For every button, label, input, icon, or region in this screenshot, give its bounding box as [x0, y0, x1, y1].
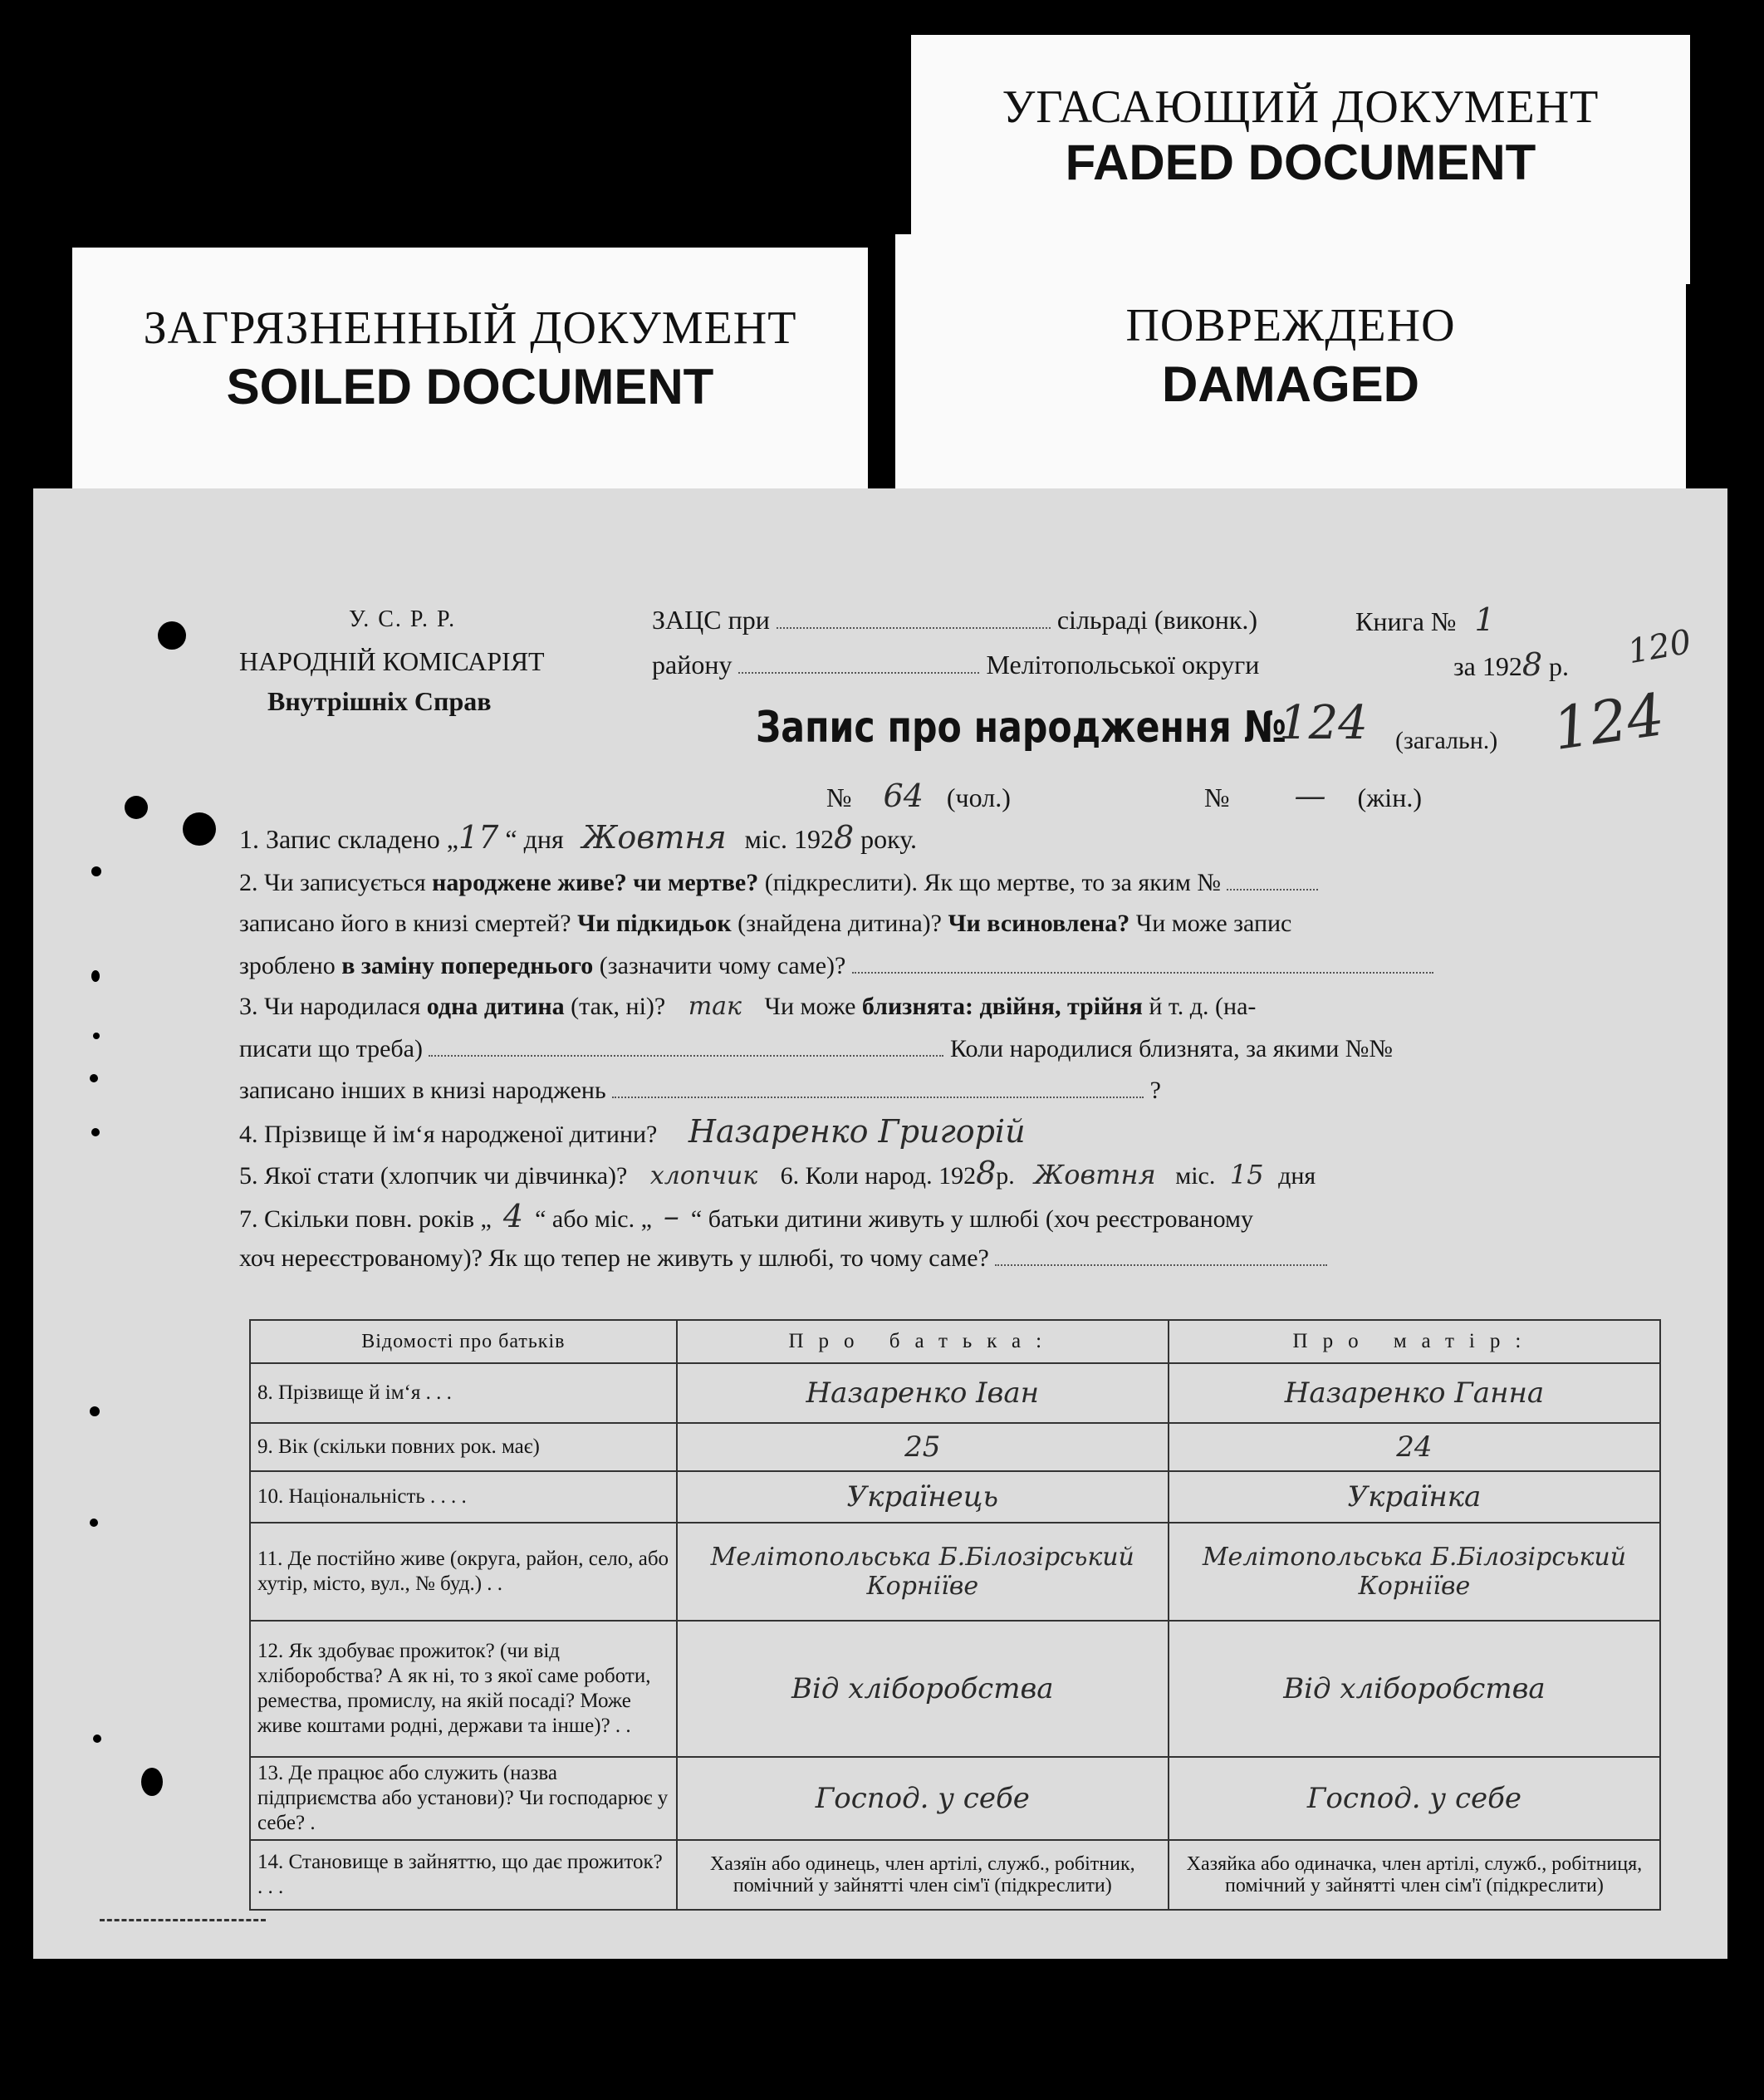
record-title: Запис про народження № — [756, 703, 1286, 753]
internal-affairs-header: Внутрішніх Справ — [267, 686, 492, 716]
row-question: 13. Де працює або служить (назва підприємства або установи)? Чи господарює у себе? . — [250, 1757, 677, 1840]
q1-month: Жовтня — [581, 819, 727, 856]
female-number-value: — — [1294, 778, 1326, 814]
q3-other-field — [612, 1075, 1144, 1098]
q3-write: писати що треба) — [239, 1035, 423, 1062]
q6-month: Жовтня — [1034, 1159, 1156, 1190]
q2-why: (зазначити чому саме)? — [599, 952, 846, 979]
q2-label: 2. Чи записується — [239, 869, 426, 896]
tear-line — [100, 1919, 266, 1921]
q6-day-label: дня — [1278, 1162, 1316, 1190]
punch-hole — [90, 1074, 98, 1082]
q7-label: 7. Скільки повн. років „ — [239, 1205, 492, 1233]
year-digit: 8 — [1521, 646, 1543, 683]
mother-occupation-options: Хазяйка або одиначка, член артілі, служб., робітниця, помічний у зайнятті член сім'ї (підкреслити) — [1169, 1840, 1660, 1910]
punch-hole — [141, 1768, 163, 1796]
q3-single-child: одна дитина — [426, 993, 565, 1020]
table-row — [250, 1840, 1660, 1910]
row-question: 8. Прізвище й ім‘я . . . — [250, 1363, 677, 1423]
q1-suffix: року. — [860, 824, 918, 854]
father-value: 25 — [677, 1423, 1169, 1471]
q5-label: 5. Якої стати (хлопчик чи дівчинка)? — [239, 1162, 628, 1190]
q6-year-suffix: р. — [996, 1162, 1015, 1190]
birth-record-sheet — [33, 488, 1727, 1959]
zacs-field — [777, 606, 1051, 629]
question-2-line-1 — [239, 867, 1318, 898]
q6-day: 15 — [1229, 1159, 1264, 1190]
q4-child-name: Назаренко Григорій — [688, 1113, 1026, 1150]
q7-months: – — [663, 1198, 679, 1234]
book-value: 1 — [1474, 601, 1495, 638]
table-row — [250, 1423, 1660, 1471]
header-mother: Про матір: — [1169, 1320, 1660, 1363]
district-field — [738, 650, 979, 674]
punch-hole — [93, 1033, 100, 1039]
q6-label: 6. Коли народ. 192 — [780, 1162, 977, 1190]
table-row — [250, 1757, 1660, 1840]
female-number-line — [1204, 778, 1422, 814]
row-question: 10. Національність . . . . — [250, 1471, 677, 1523]
q3-write-field — [429, 1033, 943, 1057]
q2-made: зроблено — [239, 952, 336, 979]
damaged-document-label — [895, 234, 1686, 488]
margin-note-124: 124 — [1548, 680, 1668, 763]
father-value: Господ. у себе — [677, 1757, 1169, 1840]
ussr-header: У. С. Р. Р. — [349, 606, 457, 632]
question-1 — [239, 819, 918, 856]
district-line — [652, 650, 1259, 680]
punch-hole — [158, 621, 186, 650]
q3-mark: ? — [1149, 1077, 1161, 1104]
mother-value: Від хліборобства — [1169, 1621, 1660, 1757]
father-value: Від хліборобства — [677, 1621, 1169, 1757]
punch-hole — [91, 1128, 100, 1136]
male-number-line — [826, 778, 1011, 814]
female-suffix: (жін.) — [1357, 783, 1422, 812]
q2-found-child: (знайдена дитина)? — [737, 910, 942, 937]
q7-why-not: хоч нереєстрованому)? Як що тепер не живуть у шлюбі, то чому саме? — [239, 1244, 989, 1272]
faded-label-en: FADED DOCUMENT — [1065, 135, 1536, 190]
question-7-line-1 — [239, 1198, 1254, 1234]
table-row — [250, 1621, 1660, 1757]
okrug-label: Мелітопольської округи — [986, 650, 1260, 680]
q7-months-label: “ або міс. „ — [535, 1205, 652, 1233]
punch-hole — [91, 970, 100, 982]
margin-note-120: 120 — [1624, 622, 1694, 672]
q3-answer: так — [688, 992, 742, 1021]
table-header-row — [250, 1320, 1660, 1363]
father-value: Мелітопольська Б.Білозірський Корніїве — [677, 1523, 1169, 1621]
mother-value: Українка — [1169, 1471, 1660, 1523]
mother-value: 24 — [1169, 1423, 1660, 1471]
general-suffix: (загальн.) — [1395, 727, 1498, 754]
row-question: 14. Становище в зайняттю, що дає прожиток? . . . — [250, 1840, 677, 1910]
punch-hole — [125, 796, 148, 819]
book-label: Книга № — [1355, 606, 1457, 636]
year-line — [1453, 646, 1570, 683]
q4-label: 4. Прізвище й ім‘я народженої дитини? — [239, 1121, 658, 1148]
q2-foundling: Чи підкидьок — [577, 910, 732, 937]
q2-replacement: в заміну попереднього — [341, 952, 594, 979]
zacs-line — [652, 605, 1257, 635]
q7-why-field — [995, 1243, 1327, 1266]
row-question: 11. Де постійно живе (округа, район, село, або хутір, місто, вул., № буд.) . . — [250, 1523, 677, 1621]
q5-sex: хлопчик — [649, 1161, 758, 1190]
q2-adopted: Чи всиновлена? — [948, 910, 1130, 937]
district-label: району — [652, 650, 733, 680]
soiled-label-ru: ЗАГРЯЗНЕННЫЙ ДОКУМЕНТ — [143, 302, 797, 354]
punch-hole — [90, 1519, 98, 1527]
header-father: Про батька: — [677, 1320, 1169, 1363]
faded-label-ru: УГАСАЮЩИЙ ДОКУМЕНТ — [1002, 81, 1600, 133]
q1-year-label: міс. 192 — [744, 824, 834, 854]
male-suffix: (чол.) — [946, 783, 1011, 812]
table-row — [250, 1523, 1660, 1621]
q3-etc: й т. д. (на- — [1149, 993, 1257, 1020]
q2-why-field — [852, 950, 1433, 974]
q3-twins-when: Коли народилися близнята, за якими №№ — [949, 1035, 1393, 1062]
question-2-line-3 — [239, 950, 1433, 981]
year-label: за 192 — [1453, 651, 1522, 681]
general-number: 124 — [1279, 696, 1368, 750]
q1-label: 1. Запис складено „ — [239, 824, 458, 854]
q7-years: 4 — [502, 1198, 524, 1234]
q6-month-label: міс. — [1175, 1162, 1216, 1190]
question-3-line-2 — [239, 1033, 1393, 1064]
question-2-line-2 — [239, 909, 1291, 939]
punch-hole — [93, 1734, 101, 1743]
q3-label: 3. Чи народилася — [239, 993, 421, 1020]
father-value: Українець — [677, 1471, 1169, 1523]
q1-year: 8 — [833, 819, 855, 856]
q2-death-book: записано його в книзі смертей? — [239, 910, 571, 937]
soiled-label-en: SOILED DOCUMENT — [226, 359, 714, 415]
parents-table — [249, 1319, 1661, 1911]
table-row — [250, 1471, 1660, 1523]
book-line — [1355, 601, 1495, 638]
question-4 — [239, 1113, 1026, 1150]
mother-value: Назаренко Ганна — [1169, 1363, 1660, 1423]
table-row — [250, 1363, 1660, 1423]
header-parents-info: Відомості про батьків — [250, 1320, 677, 1363]
question-3-line-3 — [239, 1075, 1161, 1106]
question-3-line-1 — [239, 992, 1256, 1022]
zacs-suffix: сільраді (виконк.) — [1056, 605, 1258, 635]
q2-alive-dead: народжене живе? чи мертве? — [432, 869, 759, 896]
q3-other-records: записано інших в книзі народжень — [239, 1077, 606, 1104]
q3-may: Чи може — [764, 993, 856, 1020]
punch-hole — [90, 1406, 100, 1416]
question-5-6 — [239, 1155, 1316, 1191]
q3-yes-no: (так, ні)? — [571, 993, 666, 1020]
mother-value: Господ. у себе — [1169, 1757, 1660, 1840]
q3-twins: близнята: двійня, трійня — [861, 993, 1143, 1020]
row-question: 12. Як здобуває прожиток? (чи від хліборобства? А як ні, то з якої саме роботи, ремества, промислу, на якій посаді? Може живе коштами родні, держави та інше)? . . — [250, 1621, 677, 1757]
father-value: Назаренко Іван — [677, 1363, 1169, 1423]
commissariat-header: НАРОДНІЙ КОМІСАРІЯТ — [239, 646, 545, 676]
female-number-label: № — [1204, 783, 1230, 812]
q1-day: 17 — [458, 819, 499, 856]
mother-value: Мелітопольська Б.Білозірський Корніїве — [1169, 1523, 1660, 1621]
soiled-document-label — [72, 248, 868, 488]
q6-year: 8 — [976, 1155, 997, 1191]
q2-death-ref: (підкреслити). Як що мертве, то за яким № — [764, 869, 1221, 896]
male-number-value: 64 — [883, 778, 924, 814]
father-occupation-options: Хазяїн або одинець, член артілі, служб., робітник, помічний у зайнятті член сім'ї (підкреслити) — [677, 1840, 1169, 1910]
q1-day-label: “ дня — [505, 824, 564, 854]
q7-marriage: “ батьки дитини живуть у шлюбі (хоч реєстрованому — [690, 1205, 1254, 1233]
damaged-label-ru: ПОВРЕЖДЕНО — [1125, 300, 1456, 351]
male-number-label: № — [826, 783, 852, 812]
q2-death-field — [1227, 867, 1318, 891]
row-question: 9. Вік (скільки повних рок. має) — [250, 1423, 677, 1471]
question-7-line-2 — [239, 1243, 1327, 1273]
damaged-label-en: DAMAGED — [1162, 356, 1419, 412]
q2-may-record: Чи може запис — [1135, 910, 1292, 937]
zacs-label: ЗАЦС при — [652, 605, 770, 635]
year-suffix: р. — [1549, 651, 1570, 681]
punch-hole — [183, 812, 216, 846]
punch-hole — [91, 866, 101, 876]
